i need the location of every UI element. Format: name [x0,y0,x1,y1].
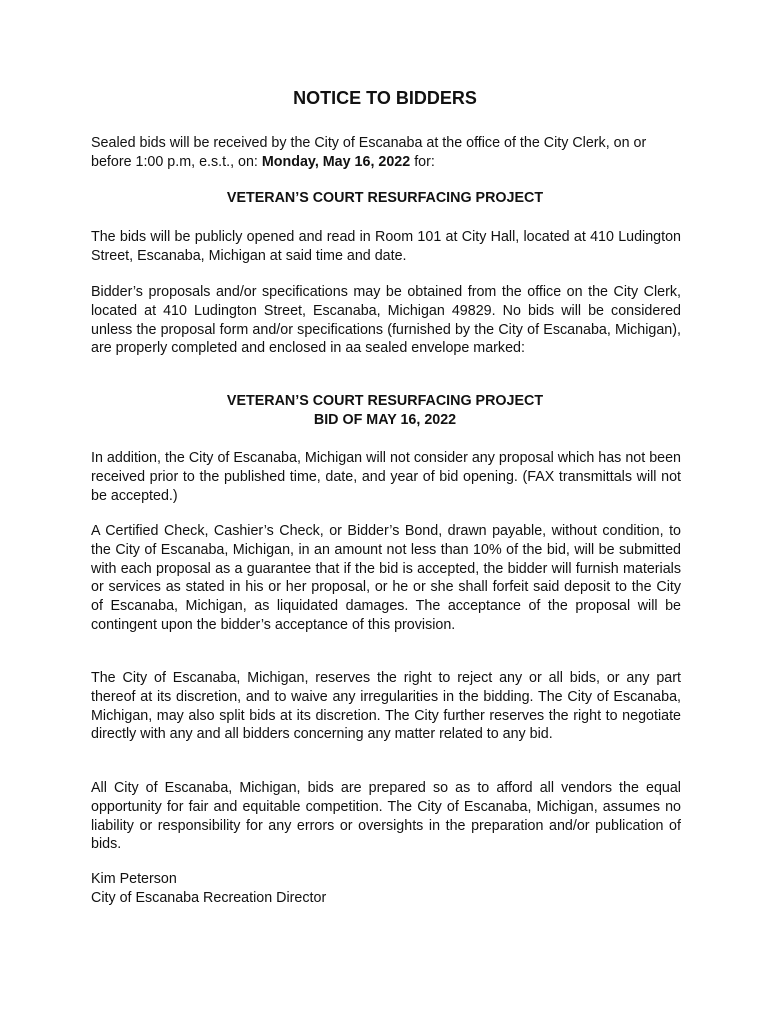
deadline-paragraph: In addition, the City of Escanaba, Michigan will not consider any proposal which has not been received prior to the published time, date, and year of bid opening. (FAX transmittals will not be accepted.) [91,450,681,504]
intro-paragraph [91,134,681,172]
intro-date: Monday, May 16, 2022 [261,153,411,170]
project-heading: VETERAN’S COURT RESURFACING PROJECT [226,190,544,206]
proposals-paragraph: Bidder’s proposals and/or specifications may be obtained from the office on the City Clerk, located at 410 Ludington Street, Escanaba, Michigan 49829. No bids will be considered unless the proposal form and/or specifications (furnished by the City of Escanaba, Michigan), are properly completed and enclosed in aa sealed envelope marked: [91,284,681,357]
signer-name: Kim Peterson [91,871,177,887]
opening-paragraph: The bids will be publicly opened and read in Room 101 at City Hall, located at 410 Ludington Street, Escanaba, Michigan at said time and date. [91,229,681,264]
fair-paragraph: All City of Escanaba, Michigan, bids are prepared so as to afford all vendors the equal opportunity for fair and equitable competition. The City of Escanaba, Michigan, assumes no liability or responsibility for any errors or oversights in the preparation and/or publication of bids. [91,780,681,853]
signer-title: City of Escanaba Recreation Director [91,890,327,906]
check-paragraph: A Certified Check, Cashier’s Check, or Bidder’s Bond, drawn payable, without condition, to the City of Escanaba, Michigan, in an amount not less than 10% of the bid, will be submitted with each proposal as a guarantee that if the bid is accepted, the bidder will furnish materials or services as stated in his or her proposal, or he or she shall forfeit said deposit to the City of Escanaba, Michigan, as liquidated damages. The acceptance of the proposal will be contingent upon the bidder’s acceptance of this provision. [91,523,681,633]
intro-tail: for: [410,153,435,170]
intro-text: Sealed bids will be received by the City of Escanaba at the office of the City Clerk, on or before 1:00 p.m, e.s.t., on: [91,135,647,170]
envelope-line-1: VETERAN’S COURT RESURFACING PROJECT [226,393,544,409]
envelope-line-2: BID OF MAY 16, 2022 [313,412,457,428]
notice-title: NOTICE TO BIDDERS [293,88,477,108]
rights-paragraph: The City of Escanaba, Michigan, reserves the right to reject any or all bids, or any part thereof at its discretion, and to waive any irregularities in the bidding. The City of Escanaba, Michigan, may also split bids at its discretion. The City further reserves the right to negotiate directly with any and all bidders concerning any matter related to any bid. [91,670,681,743]
